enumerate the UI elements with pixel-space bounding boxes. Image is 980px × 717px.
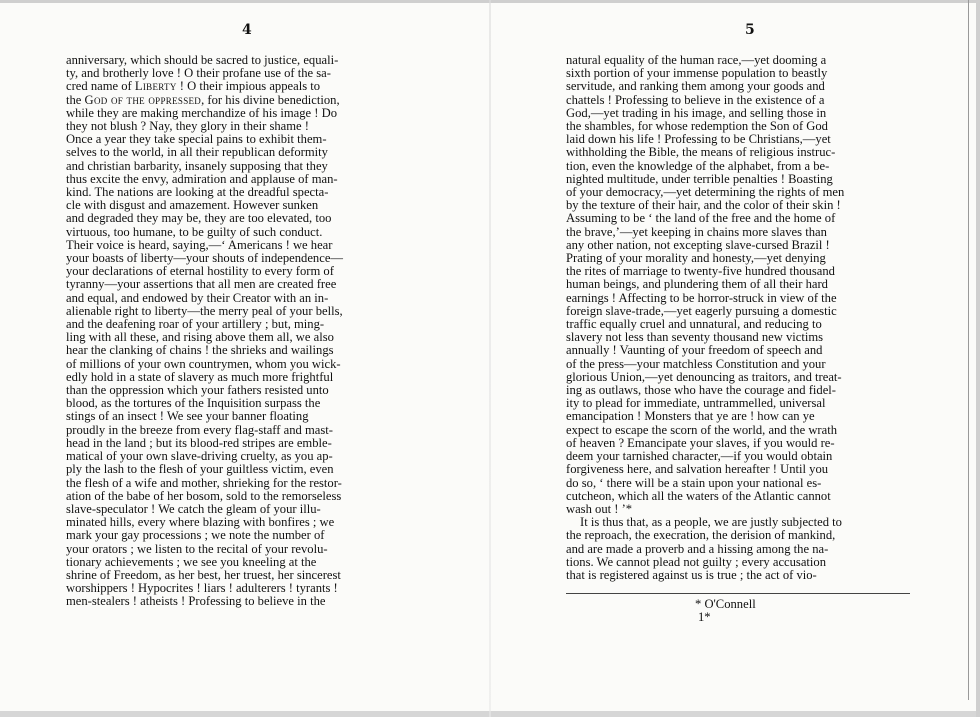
text-line: matical of your own slave-driving cruelty, as you ap- xyxy=(66,449,333,464)
text-line: expect to escape the scorn of the world, and the wrath xyxy=(566,422,838,437)
text-line: ing as outlaws, those who have the courage and fidel- xyxy=(566,383,836,398)
text-line: tion, even the knowledge of the alphabet, from a be- xyxy=(566,158,830,173)
small-caps-liberty: Liberty xyxy=(134,79,177,94)
footnote: * O'Connell xyxy=(695,597,756,611)
text-line: natural equality of the human race,—yet dooming a xyxy=(566,53,827,67)
text-line: of millions of your own countrymen, whom you wick- xyxy=(66,356,341,371)
text-line: It is thus that, as a people, we are justly subjected to xyxy=(580,515,842,530)
text-line: sixth portion of your immense population to beastly xyxy=(566,66,828,81)
text-line: ty, and brotherly love ! O their profane use of the sa- xyxy=(66,66,331,81)
text-line: God,—yet trading in his image, and selling those in xyxy=(566,105,827,120)
signature-mark: 1* xyxy=(698,610,711,624)
text-line: the rites of marriage to twenty-five hundred thousand xyxy=(566,264,835,279)
text-line: slavery not less than seventy thousand new victims xyxy=(566,330,824,345)
text-line: mark your gay processions ; we note the number of xyxy=(66,528,325,543)
text-line: men-stealers ! atheists ! Professing to believe in the xyxy=(66,594,326,609)
text-line: cutcheon, which all the waters of the Atlantic cannot xyxy=(566,488,831,503)
text-line: and the deafening roar of your artillery ; but, ming- xyxy=(66,317,325,332)
text-line: of the press—your matchless Constitution and your xyxy=(566,356,826,371)
text-line: tyranny—your assertions that all men are created free xyxy=(66,277,337,292)
text-line: earnings ! Affecting to be horror-struck in view of the xyxy=(566,290,837,305)
text-line: Once a year they take special pains to exhibit them- xyxy=(66,132,327,147)
footnote-divider xyxy=(566,593,910,594)
text-fragment: cred name of xyxy=(66,79,135,94)
text-line: blood, as the tortures of the Inquisition surpass the xyxy=(66,396,321,411)
page-number-left: 4 xyxy=(242,22,252,38)
text-line: of heaven ? Emancipate your slaves, if you would re- xyxy=(566,435,835,450)
text-line: cle with disgust and amazement. However sunken xyxy=(66,198,319,213)
text-line: stings of an insect ! We see your banner floating xyxy=(66,409,309,424)
text-line: ply the lash to the flesh of your guiltless victim, even xyxy=(66,462,334,477)
text-line: servitude, and ranking them among your goods and xyxy=(566,79,825,94)
text-line: virtuous, too humane, to be guilty of such conduct. xyxy=(66,224,323,239)
text-line: annually ! Vaunting of your freedom of speech and xyxy=(566,343,823,358)
text-line: human beings, and plundering them of all their hard xyxy=(566,277,828,292)
text-line: the brave,’—yet keeping in chains more slaves than xyxy=(566,224,827,239)
text-line: tionary achievements ; we see you kneeling at the xyxy=(66,554,317,569)
text-line: any other nation, not excepting slave-cursed Brazil ! xyxy=(566,237,830,252)
text-line: head in the land ; but its blood-red stripes are emble- xyxy=(66,435,332,450)
text-line: the flesh of a wife and mother, shrieking for the restor- xyxy=(66,475,342,490)
text-line: foreign slave-trade,—yet eagerly pursuing a domestic xyxy=(566,303,837,318)
text-line: worshippers ! Hypocrites ! liars ! adulterers ! tyrants ! xyxy=(66,581,338,596)
text-line: edly hold in a state of slavery as much more frightful xyxy=(66,369,334,384)
text-line: Assuming to be ‘ the land of the free and the home of xyxy=(566,211,836,226)
small-caps-god-of-oppressed: God of the oppressed xyxy=(84,92,202,107)
text-line: and christian barbarity, insanely supposing that they xyxy=(66,158,328,173)
text-line: do so, ‘ there will be a stain upon your national es- xyxy=(566,475,822,490)
text-line xyxy=(66,94,426,107)
right-page xyxy=(490,0,980,717)
text-line: anniversary, which should be sacred to justice, equali- xyxy=(66,53,339,67)
text-line: withholding the Bible, the means of religious instruc- xyxy=(566,145,836,160)
text-line: and equal, and endowed by their Creator with an in- xyxy=(66,290,329,305)
page-number-right: 5 xyxy=(745,22,755,38)
text-line: ity to plead for immediate, untrammelled, universal xyxy=(566,396,826,411)
text-line: deem your tarnished character,—if you would obtain xyxy=(566,449,833,464)
text-line: kind. The nations are looking at the dreadful specta- xyxy=(66,185,329,200)
text-line: shrine of Freedom, as her best, her truest, her sincerest xyxy=(66,567,341,582)
text-line: while they are making merchandize of his image ! Do xyxy=(66,105,338,120)
text-line: forgiveness here, and salvation hereafter ! Until you xyxy=(566,462,829,477)
text-line: the reproach, the execration, the derision of mankind, xyxy=(566,528,836,543)
text-line: by the texture of their hair, and the color of their skin ! xyxy=(566,198,841,213)
text-line: ling with all these, and rising above them all, we also xyxy=(66,330,334,345)
text-line: selves to the world, in all their republican deformity xyxy=(66,145,328,160)
text-line: and degraded they may be, they are too elevated, too xyxy=(66,211,332,226)
text-line: laid down his life ! Professing to be Christians,—yet xyxy=(566,132,831,147)
text-line: they not blush ? Nay, they glory in their shame ! xyxy=(66,119,309,134)
text-fragment: ! O their impious appeals to xyxy=(176,79,321,94)
text-line: the shambles, for whose redemption the Son of God xyxy=(566,119,828,134)
text-line: alienable right to liberty—the merry peal of your bells, xyxy=(66,303,343,318)
text-line: emancipation ! Monsters that ye are ! how can ye xyxy=(566,409,815,424)
text-line: tions. We cannot plead not guilty ; every accusation xyxy=(566,554,827,569)
text-fragment: the xyxy=(66,92,85,107)
text-line: glorious Union,—yet denouncing as traitors, and treat- xyxy=(566,369,842,384)
left-page-text xyxy=(66,54,426,609)
text-line: nighted multitude, under terrible penalties ! Boasting xyxy=(566,171,833,186)
text-line: minated hills, every where blazing with bonfires ; we xyxy=(66,515,335,530)
text-line: that is registered against us is true ; the act of vio- xyxy=(566,567,817,582)
text-line: traffic equally cruel and unnatural, and reducing to xyxy=(566,317,822,332)
text-line: your boasts of liberty—your shouts of independence— xyxy=(66,251,344,266)
text-line: hear the clanking of chains ! the shrieks and wailings xyxy=(66,343,334,358)
text-fragment: , for his divine benediction, xyxy=(201,92,340,107)
text-line: than the oppression which your fathers resisted unto xyxy=(66,383,329,398)
text-line: thus excite the envy, admiration and applause of man- xyxy=(66,171,338,186)
text-line: ation of the babe of her bosom, sold to the remorseless xyxy=(66,488,342,503)
text-line: proudly in the breeze from every flag-staff and mast- xyxy=(66,422,333,437)
text-line: your declarations of eternal hostility to every form of xyxy=(66,264,334,279)
text-line: and are made a proverb and a hissing among the na- xyxy=(566,541,829,556)
text-line: wash out ! ’* xyxy=(566,501,633,516)
right-page-text xyxy=(566,54,910,582)
text-line: Prating of your morality and honesty,—yet denying xyxy=(566,251,826,266)
text-line: chattels ! Professing to believe in the existence of a xyxy=(566,92,825,107)
text-line: Their voice is heard, saying,—‘ Americans ! we hear xyxy=(66,237,333,252)
text-line: slave-speculator ! We catch the gleam of your illu- xyxy=(66,501,321,516)
text-line: your orators ; we listen to the recital of your revolu- xyxy=(66,541,328,556)
text-line: of your democracy,—yet determining the rights of men xyxy=(566,185,845,200)
